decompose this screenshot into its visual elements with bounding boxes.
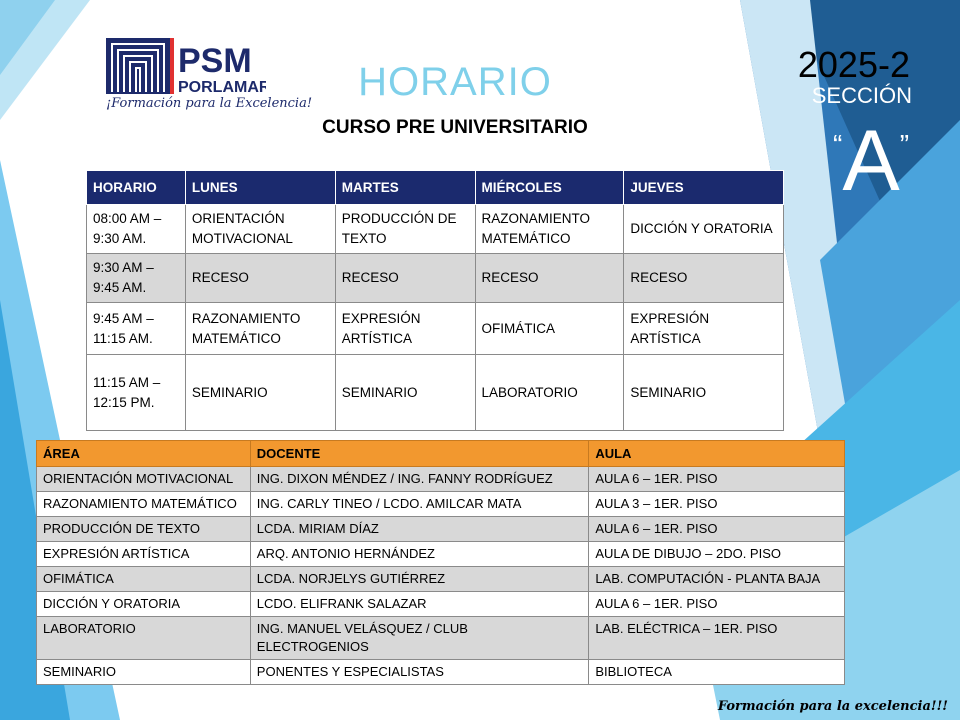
section-label: SECCIÓN (811, 83, 912, 108)
areas-header-cell: DOCENTE (250, 441, 589, 467)
areas-table (36, 440, 845, 685)
area-cell: RAZONAMIENTO MATEMÁTICO (37, 492, 251, 517)
areas-row (37, 492, 845, 517)
area-cell: SEMINARIO (37, 660, 251, 685)
areas-header-cell: ÁREA (37, 441, 251, 467)
time-cell: 08:00 AM – 9:30 AM. (87, 205, 186, 254)
open-quote: “ (832, 129, 843, 160)
classroom-cell: LAB. COMPUTACIÓN - PLANTA BAJA (589, 567, 845, 592)
area-cell: OFIMÁTICA (37, 567, 251, 592)
classroom-cell: BIBLIOTECA (589, 660, 845, 685)
schedule-cell: RECESO (475, 254, 624, 303)
period-label: 2025-2 (797, 44, 910, 85)
close-quote: ” (899, 129, 910, 160)
schedule-header-cell: MARTES (335, 171, 475, 205)
areas-row (37, 617, 845, 660)
teacher-cell: LCDA. NORJELYS GUTIÉRREZ (250, 567, 589, 592)
classroom-cell: AULA 6 – 1ER. PISO (589, 517, 845, 542)
schedule-cell: ORIENTACIÓN MOTIVACIONAL (185, 205, 335, 254)
schedule-cell: RECESO (185, 254, 335, 303)
schedule-header-cell: JUEVES (624, 171, 784, 205)
schedule-cell: PRODUCCIÓN DE TEXTO (335, 205, 475, 254)
schedule-cell: SEMINARIO (185, 355, 335, 431)
areas-row (37, 517, 845, 542)
schedule-cell: EXPRESIÓN ARTÍSTICA (624, 303, 784, 355)
schedule-cell: EXPRESIÓN ARTÍSTICA (335, 303, 475, 355)
teacher-cell: ING. CARLY TINEO / LCDO. AMILCAR MATA (250, 492, 589, 517)
schedule-cell: RAZONAMIENTO MATEMÁTICO (185, 303, 335, 355)
classroom-cell: AULA 6 – 1ER. PISO (589, 467, 845, 492)
areas-header-row (37, 441, 845, 467)
areas-header-cell: AULA (589, 441, 845, 467)
svg-text:PSM: PSM (178, 42, 252, 80)
teacher-cell: ING. DIXON MÉNDEZ / ING. FANNY RODRÍGUEZ (250, 467, 589, 492)
schedule-row (87, 205, 784, 254)
schedule-row (87, 303, 784, 355)
areas-row (37, 567, 845, 592)
teacher-cell: ARQ. ANTONIO HERNÁNDEZ (250, 542, 589, 567)
teacher-cell: ING. MANUEL VELÁSQUEZ / CLUB ELECTROGENIOS (250, 617, 589, 660)
page-subtitle: CURSO PRE UNIVERSITARIO (322, 117, 588, 138)
schedule-table (86, 170, 784, 431)
schedule-cell: RECESO (335, 254, 475, 303)
area-cell: LABORATORIO (37, 617, 251, 660)
schedule-cell: OFIMÁTICA (475, 303, 624, 355)
schedule-cell: SEMINARIO (335, 355, 475, 431)
schedule-cell: RECESO (624, 254, 784, 303)
svg-text:PORLAMAR: PORLAMAR (178, 79, 266, 96)
schedule-header-cell: HORARIO (87, 171, 186, 205)
area-cell: PRODUCCIÓN DE TEXTO (37, 517, 251, 542)
teacher-cell: LCDO. ELIFRANK SALAZAR (250, 592, 589, 617)
schedule-cell: DICCIÓN Y ORATORIA (624, 205, 784, 254)
schedule-header-cell: LUNES (185, 171, 335, 205)
footer-slogan: Formación para la excelencia!!! (717, 699, 948, 714)
areas-row (37, 467, 845, 492)
classroom-cell: LAB. ELÉCTRICA – 1ER. PISO (589, 617, 845, 660)
time-cell: 9:30 AM – 9:45 AM. (87, 254, 186, 303)
area-cell: ORIENTACIÓN MOTIVACIONAL (37, 467, 251, 492)
schedule-header-cell: MIÉRCOLES (475, 171, 624, 205)
teacher-cell: LCDA. MIRIAM DÍAZ (250, 517, 589, 542)
classroom-cell: AULA 3 – 1ER. PISO (589, 492, 845, 517)
area-cell: DICCIÓN Y ORATORIA (37, 592, 251, 617)
schedule-header-row (87, 171, 784, 205)
teacher-cell: PONENTES Y ESPECIALISTAS (250, 660, 589, 685)
schedule-row (87, 254, 784, 303)
section-letter-value: A (842, 113, 900, 209)
schedule-cell: RAZONAMIENTO MATEMÁTICO (475, 205, 624, 254)
classroom-cell: AULA 6 – 1ER. PISO (589, 592, 845, 617)
schedule-cell: SEMINARIO (624, 355, 784, 431)
schedule-cell: LABORATORIO (475, 355, 624, 431)
areas-row (37, 592, 845, 617)
classroom-cell: AULA DE DIBUJO – 2DO. PISO (589, 542, 845, 567)
areas-row (37, 542, 845, 567)
areas-row (37, 660, 845, 685)
area-cell: EXPRESIÓN ARTÍSTICA (37, 542, 251, 567)
section-letter (826, 113, 916, 209)
logo-slogan: ¡Formación para la Excelencia! (106, 96, 313, 111)
time-cell: 11:15 AM – 12:15 PM. (87, 355, 186, 431)
page-title: HORARIO (358, 60, 552, 104)
schedule-row (87, 355, 784, 431)
time-cell: 9:45 AM – 11:15 AM. (87, 303, 186, 355)
